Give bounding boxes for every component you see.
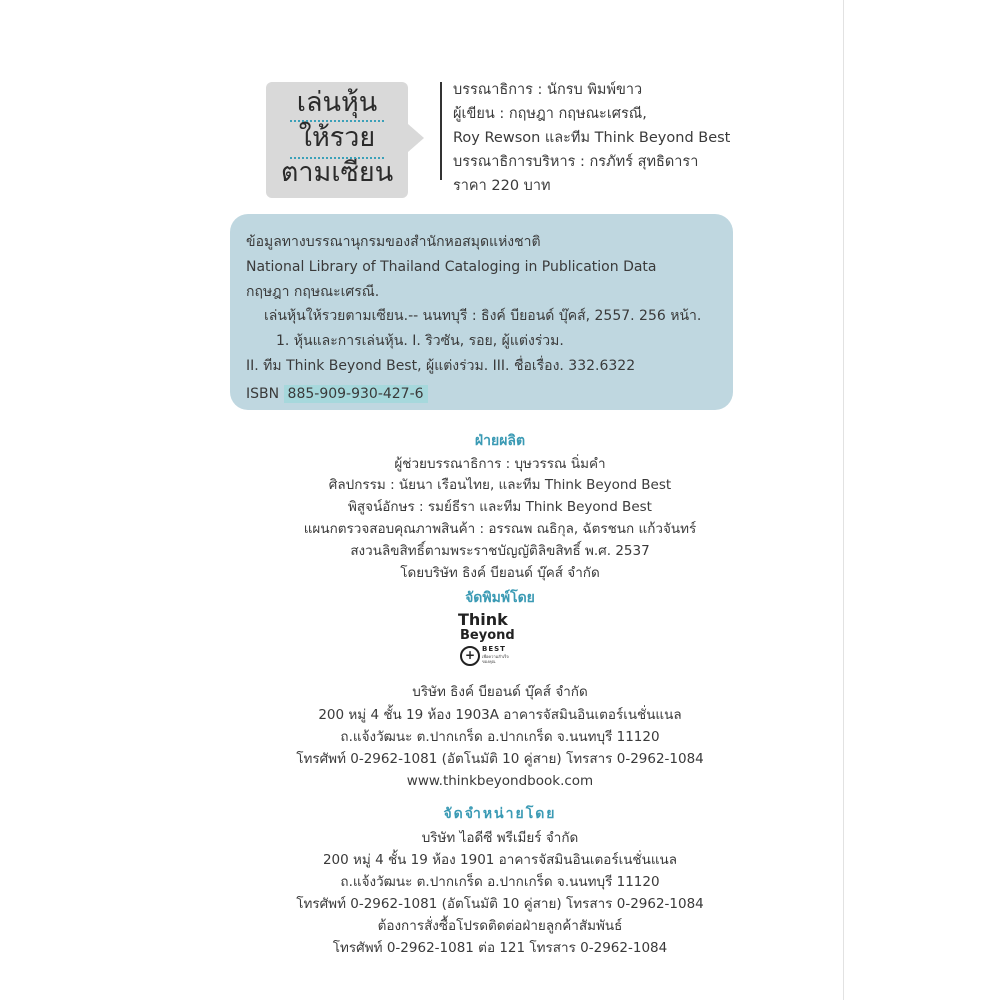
catalog-subject-entry: 1. หุ้นและการเล่นหุ้น. I. ริวซัน, รอย, ผู้แต่งร่วม.: [276, 333, 564, 349]
catalog-heading-thai: ข้อมูลทางบรรณานุกรมของสำนักหอสมุดแห่งชาติ: [246, 234, 541, 250]
publisher-line: 200 หมู่ 4 ชั้น 19 ห้อง 1903A อาคารจัสมินอินเตอร์เนชั่นแนล: [318, 707, 682, 723]
distributor-line: ถ.แจ้งวัฒนะ ต.ปากเกร็ด อ.ปากเกร็ด จ.นนทบุรี 11120: [340, 874, 660, 890]
publisher-line: โทรศัพท์ 0-2962-1081 (อัตโนมัติ 10 คู่สาย) โทรสาร 0-2962-1084: [296, 751, 704, 767]
production-line: สงวนลิขสิทธิ์ตามพระราชบัญญัติลิขสิทธิ์ พ.ศ. 2537: [350, 543, 650, 559]
logo-tagline: เพื่อความสำเร็จของคุณ: [482, 654, 509, 664]
distributor-line: โทรศัพท์ 0-2962-1081 ต่อ 121 โทรสาร 0-2962-1084: [332, 940, 668, 956]
credit-author: ผู้เขียน : กฤษฎา กฤษณะเศรณี,: [453, 106, 647, 122]
publisher-line: บริษัท ธิงค์ บียอนด์ บุ๊คส์ จำกัด: [412, 684, 588, 700]
production-line: แผนกตรวจสอบคุณภาพสินค้า : อรรณพ ณธิกุล, ฉัตรชนก แก้วจันทร์: [303, 521, 697, 537]
distributor-heading: จัดจำหน่ายโดย: [443, 806, 557, 822]
distributor-line: 200 หมู่ 4 ชั้น 19 ห้อง 1901 อาคารจัสมินอินเตอร์เนชั่นแนล: [322, 852, 678, 868]
distributor-line: โทรศัพท์ 0-2962-1081 (อัตโนมัติ 10 คู่สาย) โทรสาร 0-2962-1084: [296, 896, 704, 912]
publisher-heading: จัดพิมพ์โดย: [465, 590, 535, 606]
credit-editor: บรรณาธิการ : นักรบ พิมพ์ขาว: [453, 82, 643, 98]
title-dotted-divider: [290, 120, 384, 122]
credits-block: [453, 78, 730, 198]
book-title-line-3: ตามเซียน: [280, 157, 394, 188]
isbn-value: 885-909-930-427-6: [284, 385, 428, 403]
logo-text-beyond: Beyond: [460, 628, 515, 643]
logo-text-think: Think: [458, 610, 508, 629]
credit-author-cont: Roy Rewson และทีม Think Beyond Best: [453, 130, 731, 146]
catalog-heading-english: National Library of Thailand Cataloging in Publication Data: [246, 259, 657, 275]
publisher-line: ถ.แจ้งวัฒนะ ต.ปากเกร็ด อ.ปากเกร็ด จ.นนทบุรี 11120: [340, 729, 660, 745]
isbn-label: ISBN: [246, 386, 280, 402]
production-line: ศิลปกรรม : นัยนา เรือนไทย, และทีม Think Beyond Best: [328, 477, 672, 493]
book-title-line-2: ให้รวย: [298, 122, 376, 153]
production-line: พิสูจน์อักษร : รมย์ธีรา และทีม Think Beyond Best: [348, 499, 652, 515]
production-heading: ฝ่ายผลิต: [474, 433, 526, 449]
book-title-line-1: เล่นหุ้น: [296, 87, 378, 118]
think-beyond-best-logo: [456, 612, 522, 668]
catalog-title-entry: เล่นหุ้นให้รวยตามเซียน.-- นนทบุรี : ธิงค์ บียอนด์ บุ๊คส์, 2557. 256 หน้า.: [264, 308, 702, 324]
catalog-isbn: [246, 384, 428, 404]
production-line: ผู้ช่วยบรรณาธิการ : บุษวรรณ นิ่มคำ: [394, 456, 606, 472]
credits-vertical-rule: [440, 82, 442, 180]
magnifier-plus-icon: +: [460, 646, 480, 666]
title-dotted-divider: [290, 157, 384, 159]
distributor-line: บริษัท ไอดีซี พรีเมียร์ จำกัด: [421, 830, 579, 846]
catalog-added-entry: II. ทีม Think Beyond Best, ผู้แต่งร่วม. III. ชื่อเรื่อง. 332.6322: [246, 358, 636, 374]
distributor-line: ต้องการสั่งซื้อโปรดติดต่อฝ่ายลูกค้าสัมพันธ์: [377, 918, 623, 934]
catalog-author: กฤษฎา กฤษณะเศรณี.: [246, 284, 380, 300]
publisher-website: www.thinkbeyondbook.com: [406, 773, 594, 789]
production-line: โดยบริษัท ธิงค์ บียอนด์ บุ๊คส์ จำกัด: [400, 565, 600, 581]
credit-price: ราคา 220 บาท: [453, 178, 551, 194]
credit-executive-editor: บรรณาธิการบริหาร : กรภัทร์ สุทธิดารา: [453, 154, 699, 170]
logo-text-best: BEST: [482, 645, 506, 653]
